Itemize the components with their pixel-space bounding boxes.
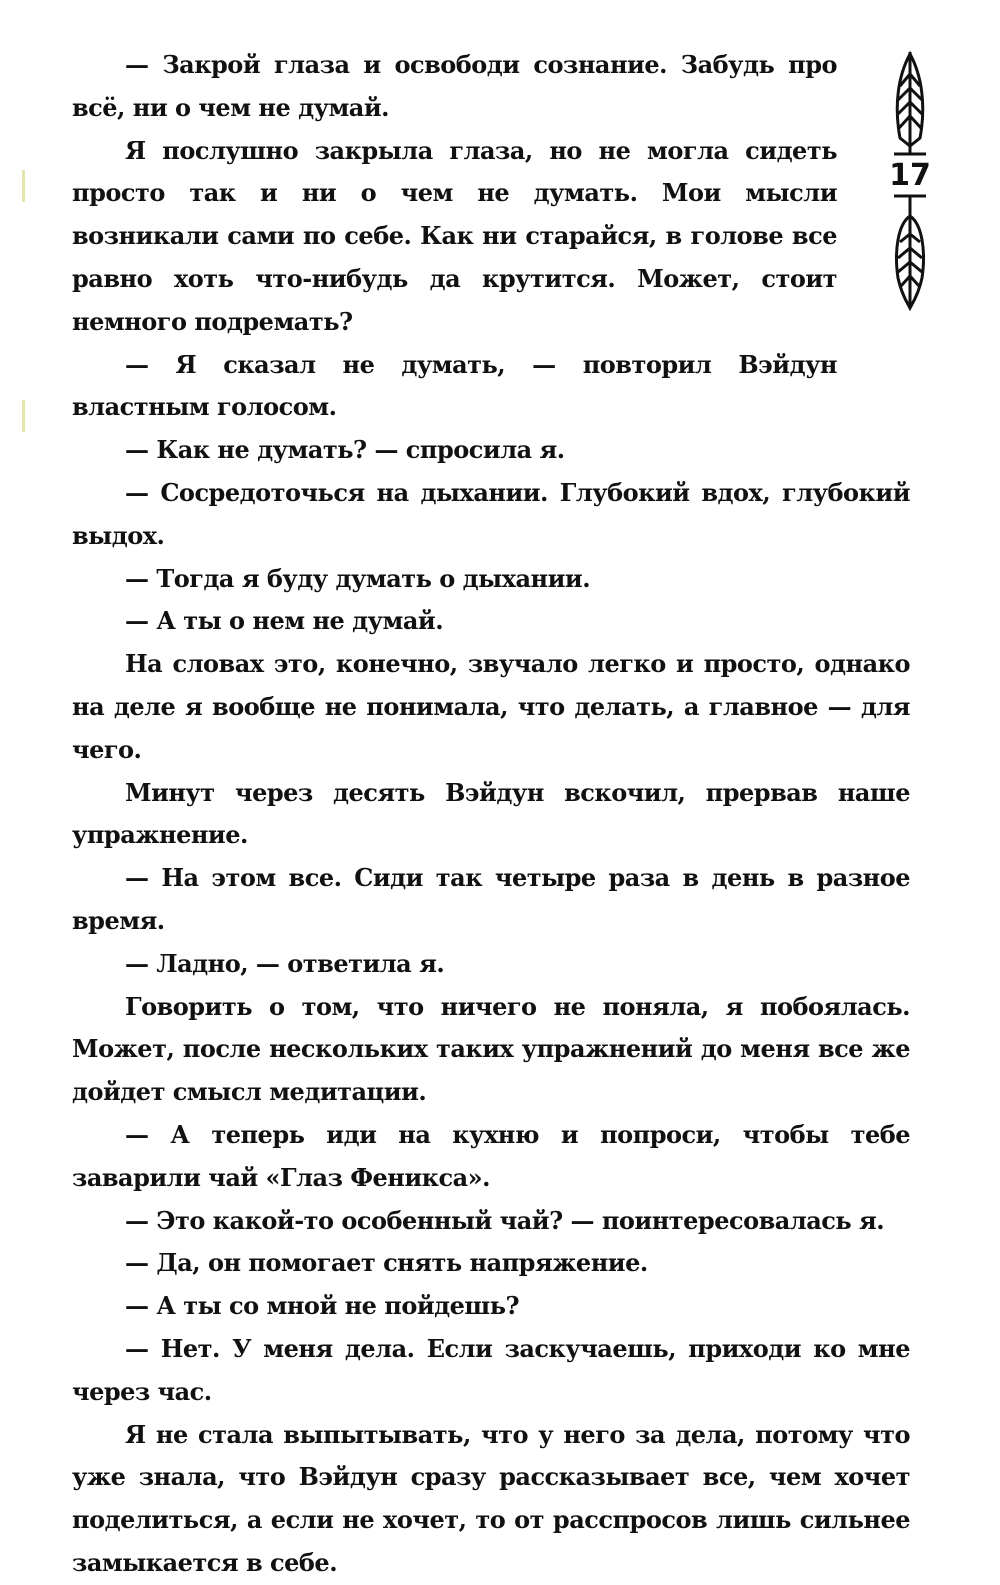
paragraph: — А ты со мной не пойдешь?	[125, 1291, 520, 1321]
margin-mark	[22, 170, 25, 202]
lower-feather-icon	[894, 196, 926, 308]
paragraph: — Нет. У меня дела. Если заскучаешь, приходи ко мне через час.	[72, 1333, 910, 1406]
paragraph: Говорить о том, что ничего не поняла, я побоялась. Может, после нескольких таких упражнений до меня все же дойдет смысл медитации.	[72, 991, 910, 1107]
paragraph: — Это какой-то особенный чай? — поинтересовалась я.	[125, 1205, 885, 1235]
margin-mark	[22, 400, 25, 432]
paragraph: — На этом все. Сиди так четыре раза в день в разное время.	[72, 863, 910, 935]
paragraph: Я не стала выпытывать, что у него за дела, потому что уже знала, что Вэйдун сразу рассказывает все, чем хочет поделиться, а если не хочет, то от расспросов лишь сильнее замыкается в себе.	[72, 1419, 910, 1577]
page-text	[72, 44, 910, 1585]
page-number: 17	[889, 158, 931, 193]
paragraph: Я послушно закрыла глаза, но не могла сидеть просто так и ни о чем не думать. Мои мысли возникали сами по себе. Как ни старайся, в голове все равно хоть что-нибудь да крутится. Может, стоит немного подремать?	[72, 135, 837, 336]
paragraph: На словах это, конечно, звучало легко и просто, однако на деле я вообще не понимала, что делать, а главное — для чего.	[72, 649, 910, 764]
paragraph: — Закрой глаза и освободи сознание. Забудь про всё, ни о чем не думай.	[72, 50, 837, 122]
paragraph: — Сосредоточься на дыхании. Глубокий вдох, глубокий выдох.	[72, 477, 910, 550]
paragraph: — Да, он помогает снять напряжение.	[125, 1248, 648, 1278]
paragraph: — А теперь иди на кухню и попроси, чтобы тебе заварили чай «Глаз Феникса».	[72, 1119, 910, 1192]
paragraph: — А ты о нем не думай.	[125, 606, 444, 636]
paragraph: — Ладно, — ответила я.	[125, 948, 445, 978]
paragraph: Минут через десять Вэйдун вскочил, прервав наше упражнение.	[72, 777, 910, 850]
upper-feather-icon	[894, 52, 926, 154]
paragraph: — Тогда я буду думать о дыхании.	[125, 563, 591, 593]
paragraph: — Как не думать? — спросила я.	[125, 435, 565, 465]
paragraph: — Я сказал не думать, — повторил Вэйдун властным голосом.	[72, 349, 837, 422]
